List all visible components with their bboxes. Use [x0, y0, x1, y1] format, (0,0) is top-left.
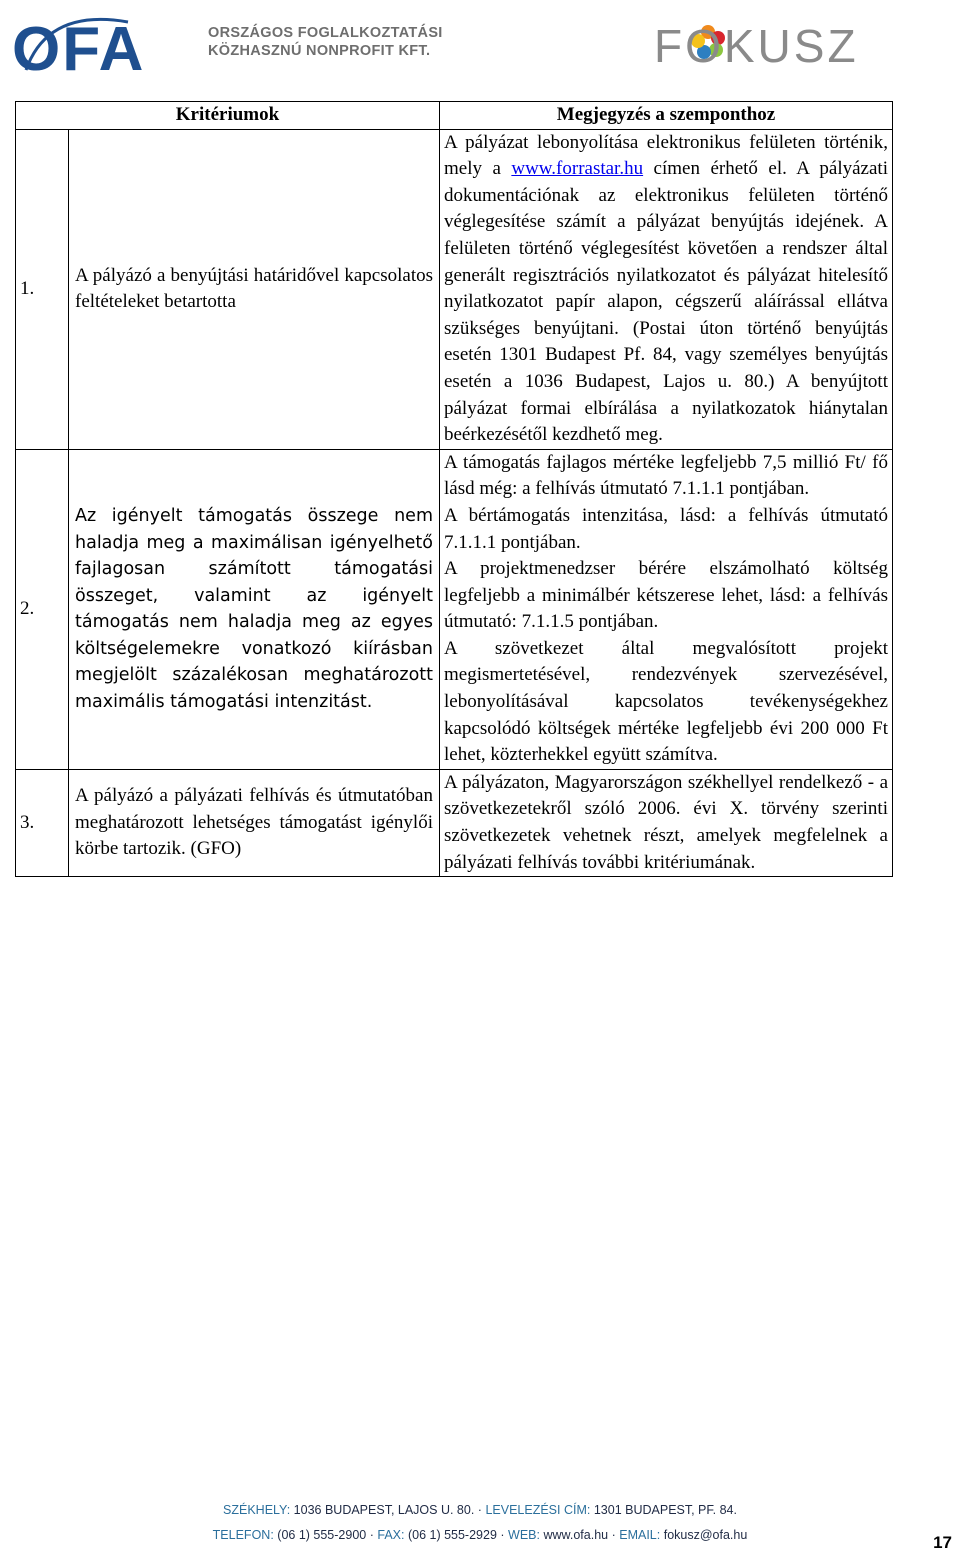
email-value[interactable]: fokusz@ofa.hu	[663, 1528, 748, 1542]
org-name	[208, 24, 443, 60]
fax-value: (06 1) 555-2929	[407, 1528, 497, 1542]
note-text-part: A pályázat lebonyolítása elektronikus felületen történik, mely a	[444, 131, 888, 180]
row-number: 2.	[16, 449, 69, 769]
note-paragraph: A bértámogatás intenzitása, lásd: a felhívás útmutató 7.1.1.1 pontjában.	[444, 504, 888, 553]
table-header-row	[16, 102, 893, 130]
web-label: WEB:	[508, 1528, 540, 1542]
header-criteria: Kritériumok	[16, 102, 440, 130]
note-text-part: címen érhető el. A pályázati dokumentációnak az elektronikus felületen történő véglegesítése számít a pályázat benyújtás idejének. A felületen történő véglegesítést követően a rendszer által generált regisztrációs nyilatkozatot és pályázat hitelesítő nyilatkozatot papír alapon, cégszerű aláírással ellátva szükséges benyújtani. (Postai úton történő benyújtás esetén 1301 Budapest Pf. 84, vagy személyes benyújtás esetén a 1036 Budapest, Lajos u. 80.) A benyújtott pályázat formai elbírálása a nyilatkozatok hiánytalan beérkezésétől kezdhető meg.	[444, 158, 888, 446]
footer-separator: ·	[477, 1503, 482, 1517]
ofa-logo	[8, 8, 198, 80]
criteria-text: A pályázó a benyújtási határidővel kapcsolatos feltételeket betartotta	[75, 264, 433, 313]
forrastar-link[interactable]: www.forrastar.hu	[511, 158, 644, 180]
criteria-text: A pályázó a pályázati felhívás és útmutatóban meghatározott lehetséges támogatást igénylői körbe tartozik. (GFO)	[75, 785, 433, 860]
mail-label: LEVELEZÉSI CÍM:	[485, 1503, 591, 1517]
footer-address	[0, 1503, 960, 1517]
org-name-line2: KÖZHASZNÚ NONPROFIT KFT.	[208, 43, 431, 59]
row-criteria	[69, 129, 440, 449]
seat-value: 1036 BUDAPEST, LAJOS U. 80.	[293, 1503, 475, 1517]
footer-contact	[0, 1528, 960, 1542]
email-label: EMAIL:	[619, 1528, 661, 1542]
note-paragraph: A projektmenedzser bérére elszámolható költség legfeljebb a minimálbér kétszerese lehet, lásd: a felhívás útmutató: 7.1.1.5 pontjában.	[444, 558, 888, 633]
note-text	[444, 130, 888, 449]
seat-label: SZÉKHELY:	[223, 1503, 291, 1517]
fokusz-logo	[650, 16, 865, 76]
criteria-table	[15, 101, 893, 877]
row-number: 1.	[16, 129, 69, 449]
fax-label: FAX:	[377, 1528, 405, 1542]
web-value[interactable]: www.ofa.hu	[543, 1528, 609, 1542]
note-paragraph: A szövetkezet által megvalósított projekt megismertetésével, rendezvények szervezésével, lebonyolításával kapcsolatos tevékenységekhez kapcsolódó költségek mértéke legfeljebb évi 200 000 Ft lehet, közterhekkel együtt számítva.	[444, 637, 888, 766]
page-number: 17	[933, 1533, 952, 1552]
row-note	[440, 129, 893, 449]
row-note	[440, 769, 893, 876]
footer-separator: ·	[369, 1528, 374, 1542]
row-criteria	[69, 449, 440, 769]
table-row	[16, 129, 893, 449]
footer-separator: ·	[611, 1528, 616, 1542]
fokusz-logo-text: FOKUSZ	[654, 20, 859, 72]
row-note	[440, 449, 893, 769]
table-row	[16, 769, 893, 876]
phone-label: TELEFON:	[212, 1528, 274, 1542]
ofa-logo-text: OFA	[12, 15, 146, 80]
criteria-text: Az igényelt támogatás összege nem haladja meg a maximálisan igényelhető fajlagosan számított támogatási összeget, valamint az igényelt támogatás nem haladja meg az egyes költségelemekre vonatkozó kiírásban megjelölt százalékosan meghatározott maximális támogatási intenzitást.	[75, 506, 433, 712]
row-criteria	[69, 769, 440, 876]
note-text: A pályázaton, Magyarországon székhellyel rendelkező - a szövetkezetekről szóló 2006. évi X. törvény szerinti szövetkezetek vehetnek részt, amelyek megfelelnek a pályázati felhívás további kritériumának.	[444, 771, 888, 873]
mail-value: 1301 BUDAPEST, PF. 84.	[593, 1503, 737, 1517]
header-note: Megjegyzés a szemponthoz	[440, 102, 893, 130]
org-name-line1: ORSZÁGOS FOGLALKOZTATÁSI	[208, 25, 443, 41]
phone-value: (06 1) 555-2900	[277, 1528, 367, 1542]
row-number: 3.	[16, 769, 69, 876]
table-row	[16, 449, 893, 769]
note-paragraph: A támogatás fajlagos mértéke legfeljebb 7,5 millió Ft/ fő lásd még: a felhívás útmutató 7.1.1.1 pontjában.	[444, 451, 888, 500]
page-header	[0, 0, 960, 90]
footer-separator: ·	[500, 1528, 505, 1542]
